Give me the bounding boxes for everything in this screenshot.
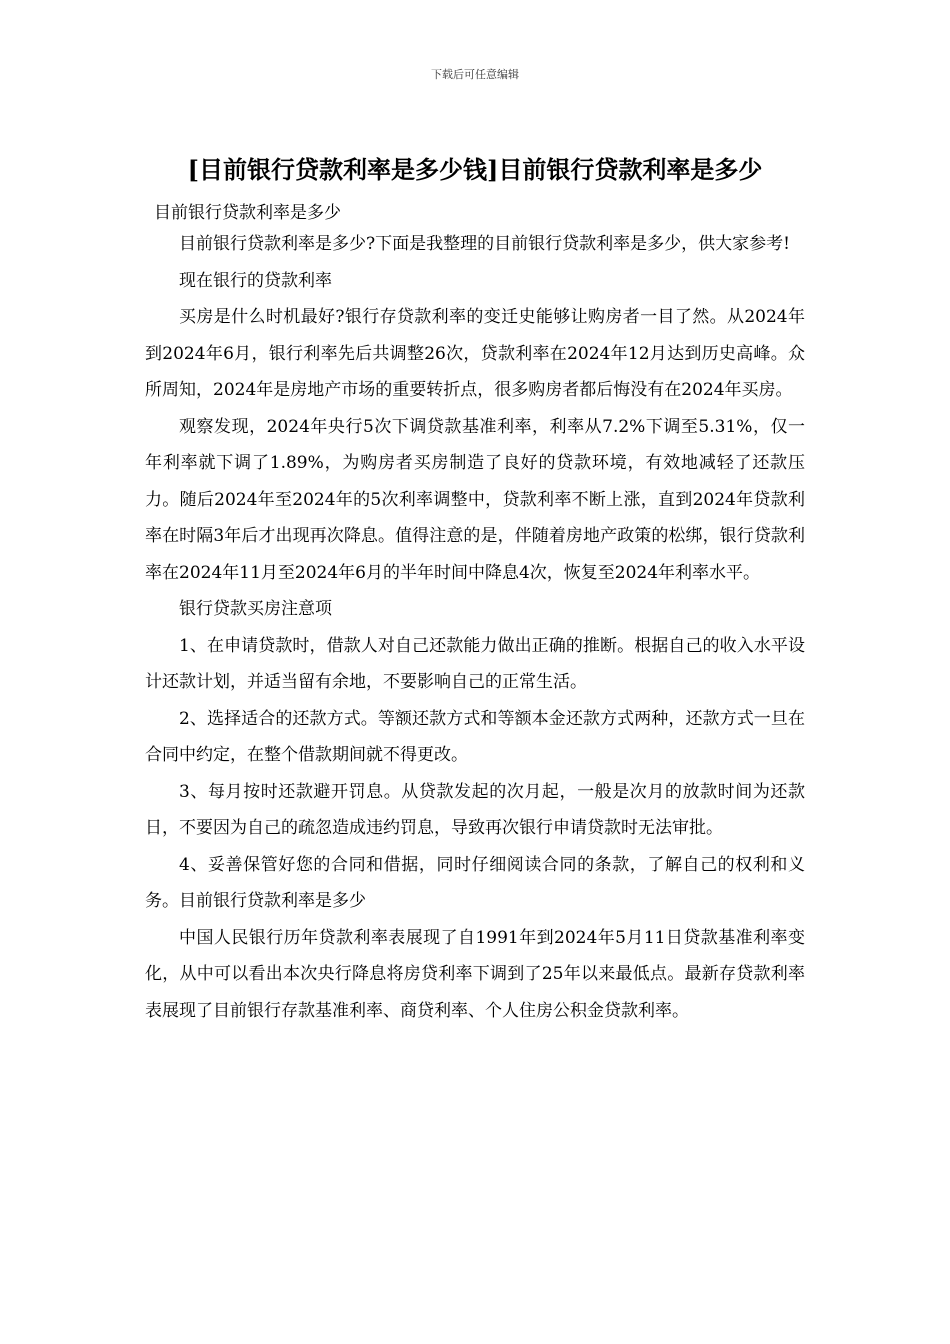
paragraph-rate-history: 买房是什么时机最好?银行存贷款利率的变迁史能够让购房者一目了然。从2024年到2024年6月，银行利率先后共调整26次，贷款利率在2024年12月达到历史高峰。众所周知，2024年是房地产市场的重要转折点，很多购房者都后悔没有在2024年买房。 xyxy=(145,307,805,400)
section-heading-notes: 银行贷款买房注意项 xyxy=(179,599,332,619)
paragraph-note-1: 1、在申请贷款时，借款人对自己还款能力做出正确的推断。根据自己的收入水平设计还款计划，并适当留有余地，不要影响自己的正常生活。 xyxy=(145,635,805,692)
document-subtitle: 目前银行贷款利率是多少 xyxy=(154,203,341,223)
paragraph-note-3: 3、每月按时还款避开罚息。从贷款发起的次月起，一般是次月的放款时间为还款日，不要因为自己的疏忽造成违约罚息，导致再次银行申请贷款时无法审批。 xyxy=(145,781,805,838)
header-note: 下载后可任意编辑 xyxy=(431,68,519,81)
paragraph-intro: 目前银行贷款利率是多少?下面是我整理的目前银行贷款利率是多少，供大家参考! xyxy=(179,234,790,254)
paragraph-rate-table: 中国人民银行历年贷款利率表展现了自1991年到2024年5月11日贷款基准利率变化，从中可以看出本次央行降息将房贷利率下调到了25年以来最低点。最新存贷款利率表展现了目前银行存款基准利率、商贷利率、个人住房公积金贷款利率。 xyxy=(145,927,805,1021)
paragraph-note-4: 4、妥善保管好您的合同和借据，同时仔细阅读合同的条款，了解自己的权利和义务。目前银行贷款利率是多少 xyxy=(145,854,805,911)
document-body xyxy=(145,226,805,1029)
paragraph-note-2: 2、选择适合的还款方式。等额还款方式和等额本金还款方式两种，还款方式一旦在合同中约定，在整个借款期间就不得更改。 xyxy=(145,708,805,765)
section-heading-current-rates: 现在银行的贷款利率 xyxy=(179,270,332,291)
document-title: [目前银行贷款利率是多少钱]目前银行贷款利率是多少 xyxy=(187,155,763,184)
paragraph-rate-observation: 观察发现，2024年央行5次下调贷款基准利率，利率从7.2%下调至5.31%，仅一年利率就下调了1.89%，为购房者买房制造了良好的贷款环境，有效地减轻了还款压力。随后2024年至2024年的5次利率调整中，贷款利率不断上涨，直到2024年贷款利率在时隔3年后才出现再次降息。值得注意的是，伴随着房地产政策的松绑，银行贷款利率在2024年11月至2024年6月的半年时间中降息4次，恢复至2024年利率水平。 xyxy=(145,416,805,583)
